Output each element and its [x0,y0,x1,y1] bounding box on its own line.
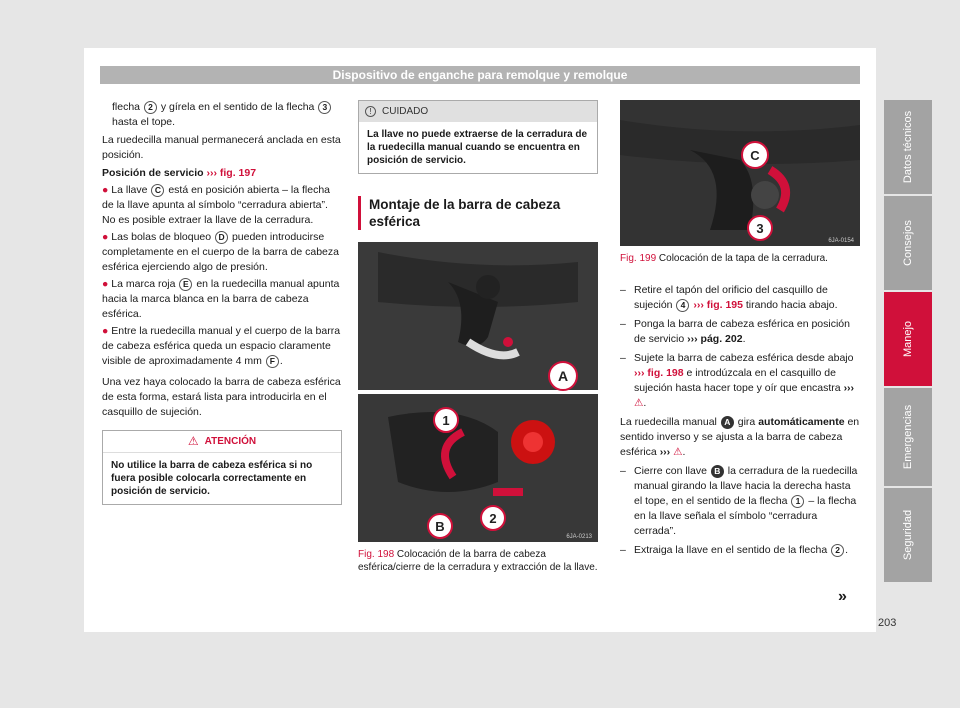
figure-label-C: C [750,148,760,163]
list-item: – Extraiga la llave en el sentido de la flecha 2 . [620,544,849,556]
section-title: Montaje de la barra de cabeza esférica [358,196,598,230]
column-1 [102,100,342,505]
step-list [620,283,860,411]
list-item: ● Las bolas de bloqueo D pueden introducirse completamente en el cuerpo de la barra de cabeza esférica ejerciendo algo de presión. [102,231,339,273]
figure-label-A: A [557,368,569,384]
warning-body: No utilice la barra de cabeza esférica si no fuera posible colocarla correctamente en posición de servicio. [111,460,313,497]
warning-box [102,430,342,505]
list-item: ● La llave C está en posición abierta – la flecha de la llave apunta al símbolo “cerradura abierta”. No es posible extraer la llave de la cerradura. [102,184,331,226]
figure-code: 6JA-0213 [566,534,592,540]
figure-link[interactable]: ››› fig. 195 [693,299,743,311]
callout-1: 1 [791,495,804,508]
figure-label-3: 3 [756,221,764,236]
callout-F: F [266,355,279,368]
figure-198 [358,242,598,542]
callout-B: B [711,465,724,478]
figure-caption: Fig. 199 Colocación de la tapa de la cerradura. [620,253,828,264]
column-2 [358,100,598,576]
page-number: 203 [878,617,897,629]
callout-2: 2 [831,544,844,557]
caution-header: ! CUIDADO [359,101,597,122]
side-tab-manejo[interactable]: Manejo [884,292,932,388]
caution-box [358,100,598,174]
figure-code: 6JA-0154 [828,238,854,244]
callout-4: 4 [676,299,689,312]
list-item: – Ponga la barra de cabeza esférica en posición de servicio ››› pág. 202. [620,318,850,345]
list-item: – Retire el tapón del orificio del casquillo de sujeción 4 ››› fig. 195 tirando hacia abajo. [620,284,838,311]
list-item: – Sujete la barra de cabeza esférica desde abajo ››› fig. 198 e introdúzcala en el casquillo de sujeción hasta hacer tope y oír que encastra ››› ⚠. [620,352,855,409]
callout-2: 2 [144,101,157,114]
side-tab-consejos[interactable]: Consejos [884,196,932,292]
page-header: Dispositivo de enganche para remolque y remolque [100,66,860,84]
warning-triangle-icon: ⚠ [187,434,199,448]
figure-link[interactable]: ››› fig. 198 [634,367,684,379]
paragraph: La ruedecilla manual A gira automáticamente en sentido inverso y se ajusta a la barra de cabeza esférica ››› ⚠. [620,416,860,458]
figure-label-B: B [435,519,445,534]
callout-E: E [179,278,192,291]
warning-triangle-icon: ⚠ [673,446,683,458]
figure-label-2: 2 [489,511,497,526]
subheading: Posición de servicio ››› fig. 197 [102,167,257,179]
callout-C: C [151,184,164,197]
paragraph: La ruedecilla manual permanecerá anclada en esta posición. [102,134,341,161]
callout-A: A [721,416,734,429]
side-tab-emergencias[interactable]: Emergencias [884,388,932,488]
step-list [620,464,860,558]
figure-link[interactable]: ››› fig. 197 [206,167,257,179]
lock-cap-illustration [620,100,860,246]
side-tab-datos-tecnicos[interactable]: Datos técnicos [884,100,932,196]
page-link[interactable]: ››› pág. 202 [687,333,743,345]
figure-199 [620,100,860,246]
callout-D: D [215,231,228,244]
warning-triangle-icon: ⚠ [634,397,644,409]
paragraph: flecha 2 y gírela en el sentido de la flecha 3 hasta el tope. [102,100,342,130]
warning-header: ⚠ ATENCIÓN [103,431,341,453]
continue-marker: » [838,588,847,605]
figure-label-1: 1 [442,413,450,428]
paragraph: Una vez haya colocado la barra de cabeza esférica de esta forma, estará lista para introducirla en el casquillo de sujeción. [102,376,341,418]
figure-caption: Fig. 198 Colocación de la barra de cabeza esférica/cierre de la cerradura y extracción de la llave. [358,549,598,573]
list-item: – Cierre con llave B la cerradura de la ruedecilla manual girando la llave hacia la derecha hasta el tope, en el sentido de la flecha 1 – la flecha en la llave señala el símbolo “cerradura cerrada”. [620,465,858,537]
list-item: ● Entre la ruedecilla manual y el cuerpo de la barra de cabeza esférica queda un espacio claramente visible de aproximadamente 4 mm F . [102,325,341,367]
caution-body: La llave no puede extraerse de la cerradura de la ruedecilla manual cuando se encuentra en posición de servicio. [367,129,588,166]
info-circle-icon: ! [365,106,376,117]
side-tab-seguridad[interactable]: Seguridad [884,488,932,584]
tow-hitch-illustration [358,242,598,542]
list-item: ● La marca roja E en la ruedecilla manual apunta hacia la marca blanca en la barra de cabeza esférica. [102,278,340,320]
column-3 [620,100,860,562]
callout-3: 3 [318,101,331,114]
